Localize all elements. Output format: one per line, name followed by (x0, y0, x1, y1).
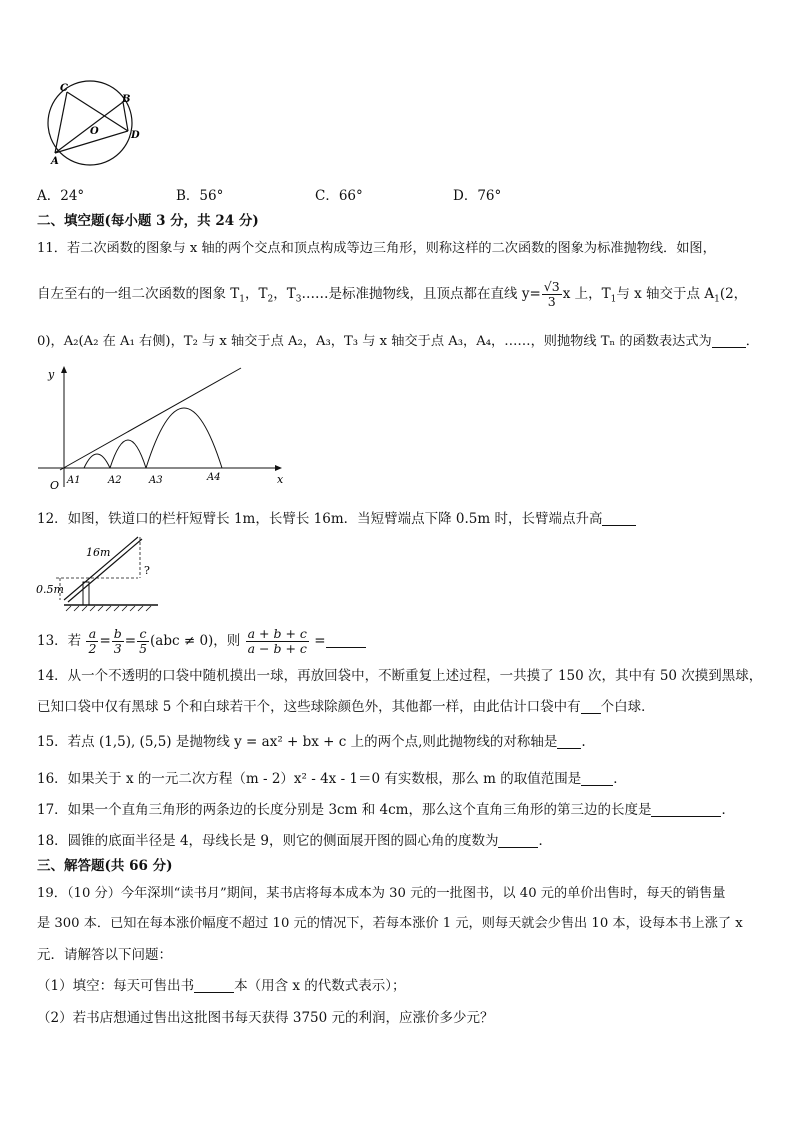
parabola-t1 (84, 454, 110, 468)
ground-hatch (66, 606, 151, 611)
label-o: O (90, 126, 99, 137)
question-mark: ? (144, 564, 150, 577)
point-a3: A3 (149, 475, 163, 486)
q19-line3: 元．请解答以下问题： (37, 947, 172, 963)
y-axis-label: y (48, 368, 55, 381)
answer-blank[interactable] (194, 978, 234, 993)
section-3-heading: 三、解答题(共 66 分) (37, 858, 173, 874)
label-a: A (51, 156, 59, 167)
answer-blank[interactable] (581, 771, 613, 786)
answer-blank[interactable] (602, 511, 636, 526)
q19-line2: 是 300 本．已知在每本涨价幅度不超过 10 元的情况下，若每本涨价 1 元，则每天就会少售出 10 本，设每本书上涨了 x (37, 916, 743, 931)
railway-barrier-figure (36, 532, 166, 614)
q19-line1: 19．（10 分）今年深圳“读书月”期间，某书店将每本成本为 30 元的一批图书，以 40 元的单价出售时，每天的销售量 (37, 886, 726, 901)
y-arrow (61, 366, 67, 373)
choice-b: B．56° (176, 188, 224, 204)
short-drop-label: 0.5m (36, 583, 64, 596)
chord-ab (55, 102, 123, 153)
answer-blank[interactable] (712, 333, 746, 348)
answer-blank[interactable] (651, 802, 721, 817)
choice-c: C．66° (315, 188, 363, 204)
answer-blank[interactable] (326, 633, 366, 648)
answer-blank[interactable] (557, 734, 581, 749)
chord-ac (55, 92, 67, 153)
q14-line2: 已知口袋中仅有黑球 5 个和白球若干个，这些球除颜色外，其他都一样，由此估计口袋中有 个白球． (37, 699, 655, 715)
circle-figure (40, 80, 150, 170)
q15-line: 15．若点 (1,5), (5,5) 是抛物线 y = ax² + bx + c 上的两个点,则此抛物线的对称轴是 . (37, 734, 586, 750)
q17-line: 17．如果一个直角三角形的两条边的长度分别是 3cm 和 4cm，那么这个直角三角形的第三边的长度是 ． (37, 802, 735, 818)
choice-d: D．76° (453, 188, 502, 204)
parabola-t3 (146, 408, 222, 468)
choice-a: A．24° (37, 188, 85, 204)
answer-blank[interactable] (498, 833, 538, 848)
q12-line: 12．如图，铁道口的栏杆短臂长 1m，长臂长 16m．当短臂端点下降 0.5m 时，长臂端点升高 (37, 510, 636, 528)
answer-blank[interactable] (581, 699, 601, 714)
q19-part1: （1）填空：每天可售出书 本（用含 x 的代数式表示）； (37, 978, 406, 994)
label-d: D (131, 130, 140, 141)
point-a1: A1 (67, 475, 81, 486)
chord-bd (123, 102, 128, 131)
point-a4: A4 (207, 472, 221, 483)
parabola-t2 (110, 440, 146, 468)
label-c: C (60, 83, 68, 94)
sqrt3-over-3: $\frac{√3}{3}$ (543, 279, 560, 309)
origin-label: O (50, 479, 60, 492)
label-b: B (122, 94, 131, 105)
q18-line: 18．圆锥的底面半径是 4，母线长是 9，则它的侧面展开图的圆心角的度数为 ． (37, 833, 552, 849)
long-arm-label: 16m (86, 546, 111, 559)
x-arrow (275, 465, 282, 471)
point-a2: A2 (108, 475, 122, 486)
q16-line: 16．如果关于 x 的一元二次方程（m - 2）x² - 4x - 1＝0 有实数根，那么 m 的取值范围是 ． (37, 771, 627, 787)
q11-line1: 11．若二次函数的图象与 x 轴的两个交点和顶点构成等边三角形，则称这样的二次函数的图象为标准抛物线．如图， (37, 241, 716, 256)
q11-line2: 自左至右的一组二次函数的图象 $T_1$，$T_2$，$T_3\dots\dots$是标准抛物线，且顶点都在直线 y= $\frac{√3}{3}$ x 上，$T_1$与 x 轴交于点 $A_1(2$， (37, 279, 748, 309)
q13-line: 13．若 $\frac{a}{2}$ = $\frac{b}{3}$ = $\frac{c}{5}$ (abc ≠ 0)，则 $\frac{a + b + c}{a - b + c}$ = (37, 626, 366, 656)
parabola-figure (34, 362, 290, 492)
q11-line3: 0)，A₂(A₂ 在 A₁ 右侧)，T₂ 与 x 轴交于点 A₂，A₃，T₃ 与 x 轴交于点 A₃，A₄，……，则抛物线 Tₙ 的函数表达式为 ． (37, 334, 759, 349)
q19-part2: （2）若书店想通过售出这批图书每天获得 3750 元的利润，应涨价多少元？ (37, 1010, 494, 1026)
x-axis-label: x (277, 473, 284, 486)
section-2-heading: 二、填空题(每小题 3 分，共 24 分) (37, 213, 259, 229)
q14-line1: 14．从一个不透明的口袋中随机摸出一球，再放回袋中，不断重复上述过程，一共摸了 150 次，其中有 50 次摸到黑球， (37, 668, 763, 684)
